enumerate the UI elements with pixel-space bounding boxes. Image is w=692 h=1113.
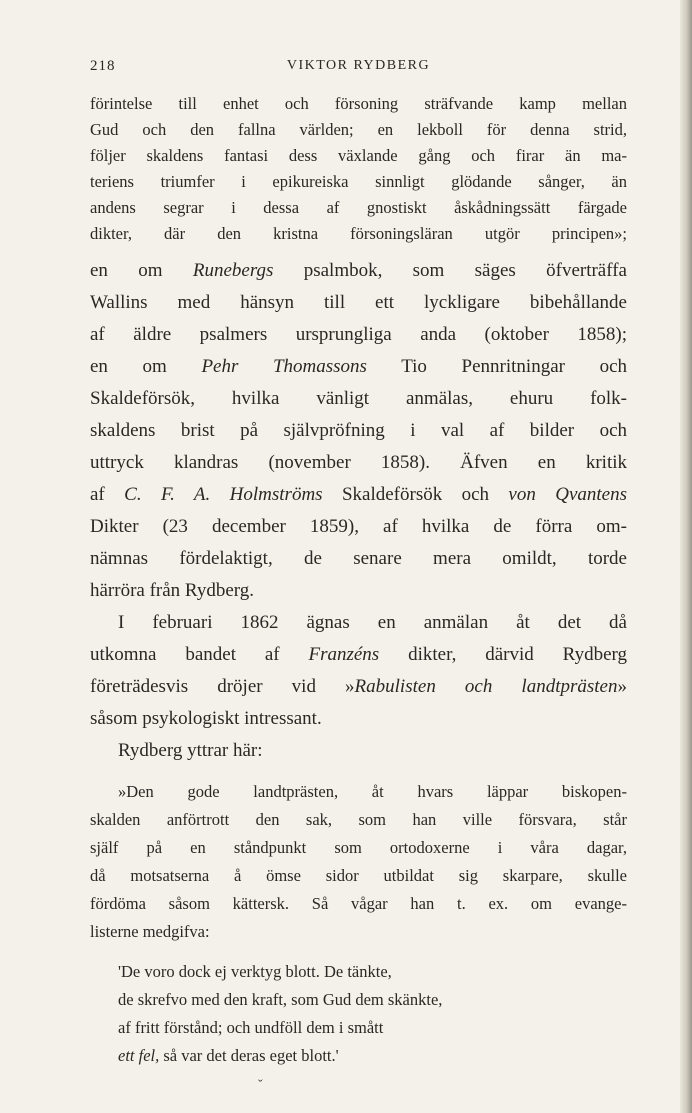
- text-line: listerne medgifva:: [90, 922, 210, 941]
- text-line: Skaldeförsök, hvilka vänligt anmälas, ehuru folk-: [90, 388, 627, 409]
- verse-line: af fritt förstånd; och undföll dem i smått: [118, 1018, 384, 1037]
- text-line: uttryck klandras (november 1858). Äfven en kritik: [90, 452, 627, 473]
- page-header: [90, 58, 627, 82]
- ink-mark: ˇ: [258, 1078, 263, 1093]
- verse-line: 'De voro dock ej verktyg blott. De tänkte,: [118, 962, 392, 981]
- text-line: nämnas fördelaktigt, de senare mera omildt, torde: [90, 548, 627, 569]
- page-number: 218: [90, 58, 116, 74]
- text-line: I februari 1862 ägnas en anmälan åt det då: [118, 612, 627, 633]
- text-line: utkomna bandet af Franzéns dikter, därvid Rydberg: [90, 644, 627, 665]
- text-line: då motsatserna å ömse sidor utbildat sig skarpare, skulle: [90, 866, 627, 885]
- text-line: »Den gode landtprästen, åt hvars läppar biskopen-: [118, 782, 627, 801]
- text-line: Rydberg yttrar här:: [118, 740, 263, 761]
- text-line: fördöma såsom kättersk. Så vågar han t. ex. om evange-: [90, 894, 627, 913]
- text-line: Dikter (23 december 1859), af hvilka de förra om-: [90, 516, 627, 537]
- italic-title: Rabulisten och landtprästen: [354, 676, 618, 697]
- text-line: en om Pehr Thomassons Tio Pennritningar och: [90, 356, 628, 377]
- text-line: skalden anförtrott den sak, som han ville försvara, står: [90, 810, 627, 829]
- text-line: andens segrar i dessa af gnostiskt åskådningssätt färgade: [90, 198, 627, 217]
- italic-name: von Qvantens: [508, 484, 627, 505]
- italic-name: Franzéns: [308, 644, 380, 665]
- text-line: härröra från Rydberg.: [90, 580, 255, 601]
- text-line: följer skaldens fantasi dess växlande gång och firar än ma-: [90, 146, 627, 165]
- text-line: af äldre psalmers ursprungliga anda (oktober 1858);: [90, 324, 627, 345]
- text-line: dikter, där den kristna försoningsläran utgör principen»;: [90, 224, 627, 243]
- italic-name: C. F. A. Holmströms: [124, 484, 323, 505]
- text-line: teriens triumfer i epikureiska sinnligt glödande sånger, än: [90, 172, 627, 191]
- text-line: af C. F. A. Holmströms Skaldeförsök och von Qvantens: [90, 484, 627, 505]
- text-line: såsom psykologiskt intressant.: [90, 708, 322, 729]
- text-line: förintelse till enhet och försoning sträfvande kamp mellan: [90, 94, 627, 113]
- text-line: själf på en ståndpunkt som ortodoxerne i våra dagar,: [90, 838, 627, 857]
- text-line: skaldens brist på självpröfning i val af bilder och: [90, 420, 627, 441]
- text-line: Gud och den fallna världen; en lekboll för denna strid,: [90, 120, 627, 139]
- text-line: företrädesvis dröjer vid »Rabulisten och landtprästen»: [90, 676, 627, 697]
- verse-line: de skrefvo med den kraft, som Gud dem skänkte,: [118, 990, 443, 1009]
- running-head: VIKTOR RYDBERG: [286, 58, 431, 73]
- text-line: en om Runebergs psalmbok, som säges öfverträffa: [90, 260, 627, 281]
- italic-name: Runebergs: [192, 260, 274, 281]
- verse-line: ett fel, så var det deras eget blott.': [118, 1046, 339, 1065]
- italic-phrase: ett fel,: [118, 1046, 160, 1065]
- italic-name: Pehr Thomassons: [201, 356, 367, 377]
- page-gutter-shadow: [680, 0, 692, 1113]
- text-line: Wallins med hänsyn till ett lyckligare bibehållande: [90, 292, 627, 313]
